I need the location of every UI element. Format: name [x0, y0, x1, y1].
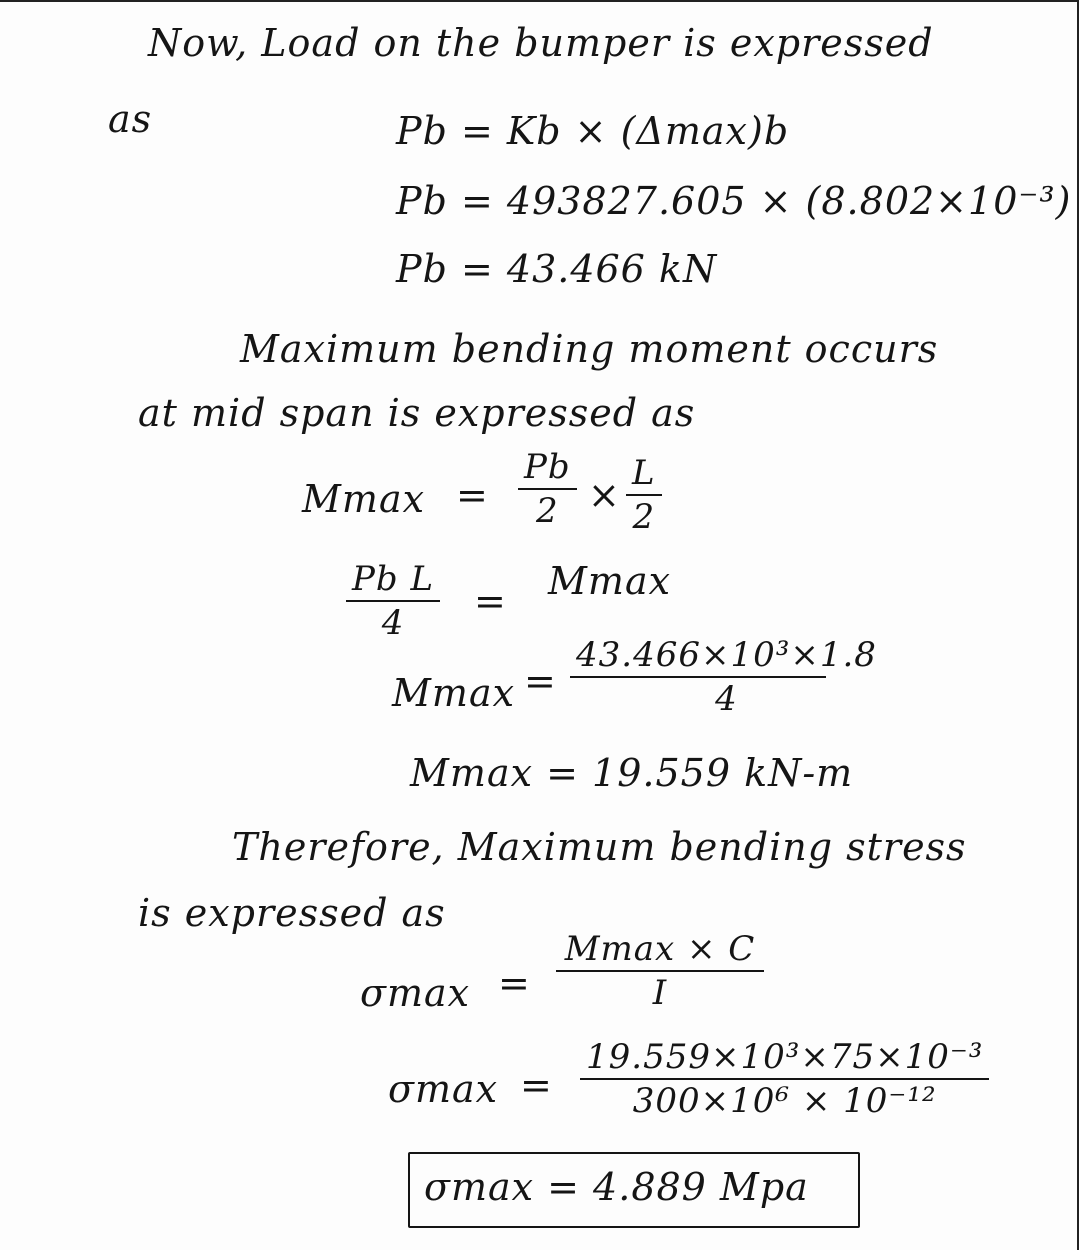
sigma-eq1-equals: = [498, 961, 531, 1005]
fraction-numerator: Pb L [352, 559, 435, 599]
fraction-numerator: 43.466×10³×1.8 [576, 635, 877, 675]
fraction-numerator: 19.559×10³×75×10⁻³ [586, 1037, 984, 1077]
fraction-numerator: Pb [524, 447, 571, 487]
sigma-eq2-lhs: σmax [388, 1067, 499, 1111]
mmax-eq1-fraction-1 [518, 447, 577, 531]
mmax-eq3-equals: = [524, 659, 557, 703]
mmax-eq1-equals: = [456, 473, 489, 517]
intro-line-1: Now, Load on the bumper is expressed [148, 21, 934, 65]
stress-text-2: is expressed as [138, 891, 446, 935]
fraction-numerator: L [632, 453, 656, 493]
load-equation-1: Pb = Kb × (Δmax)b [396, 109, 790, 153]
load-equation-3: Pb = 43.466 kN [396, 247, 718, 291]
mmax-result: Mmax = 19.559 kN-m [410, 751, 854, 795]
fraction-denominator: I [652, 973, 668, 1013]
sigma-eq1-fraction [556, 929, 764, 1013]
fraction-denominator: 2 [536, 491, 559, 531]
mmax-eq1-fraction-2 [626, 453, 662, 537]
fraction-numerator: Mmax × C [564, 929, 756, 969]
fraction-denominator: 300×10⁶ × 10⁻¹² [632, 1081, 937, 1121]
mmax-eq2-equals: = [474, 579, 507, 623]
fraction-denominator: 4 [381, 603, 405, 643]
final-answer: σmax = 4.889 Mpa [424, 1165, 809, 1209]
mmax-eq3-lhs: Mmax [392, 671, 516, 715]
sigma-eq1-lhs: σmax [360, 971, 471, 1015]
sigma-eq2-fraction [580, 1037, 989, 1121]
fraction-denominator: 4 [715, 679, 738, 719]
mmax-eq3-fraction [570, 635, 883, 719]
moment-text-2: at mid span is expressed as [138, 391, 696, 435]
sigma-eq2-equals: = [520, 1063, 553, 1107]
stress-text-1: Therefore, Maximum bending stress [232, 825, 967, 869]
mmax-eq1-times: × [588, 473, 621, 517]
mmax-eq2-rhs: Mmax [548, 559, 672, 603]
mmax-eq1-lhs: Mmax [302, 477, 426, 521]
intro-line-2: as [108, 97, 153, 141]
fraction-denominator: 2 [632, 497, 656, 537]
load-equation-2: Pb = 493827.605 × (8.802×10⁻³) [396, 179, 1072, 223]
fraction-bar [570, 676, 826, 678]
mmax-eq2-fraction [346, 559, 440, 643]
moment-text-1: Maximum bending moment occurs [240, 327, 939, 371]
